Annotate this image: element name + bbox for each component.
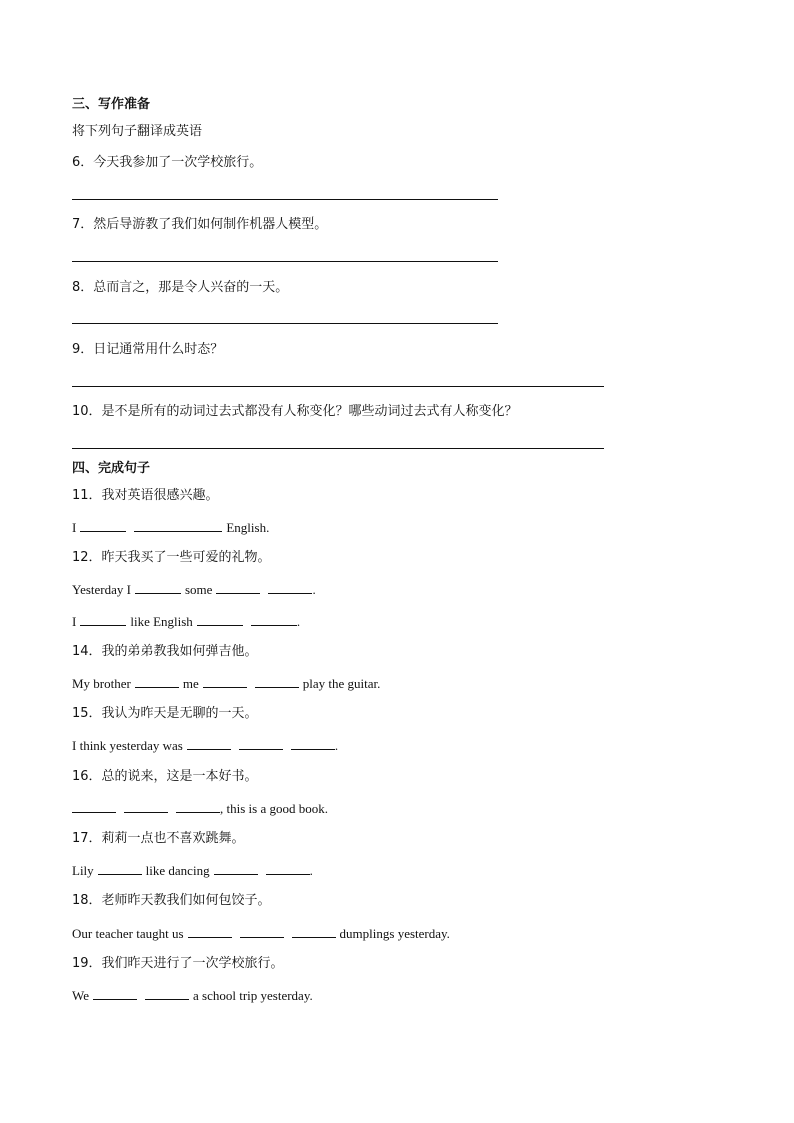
answer-text: . [309,863,313,878]
answer-row-11 [72,519,269,536]
answer-row-13 [72,613,300,630]
answer-line-9[interactable] [72,386,604,387]
answer-text: English. [226,520,270,535]
blank[interactable] [239,737,283,750]
answer-text: I [72,520,77,535]
answer-row-17 [72,862,313,879]
answer-text: Yesterday I [72,582,131,597]
answer-text: . [334,738,339,753]
answer-text: like English [130,614,193,629]
section-3-instruction: 将下列句子翻译成英语 [72,124,203,139]
answer-text: We [72,988,89,1003]
answer-text: me [182,676,199,691]
answer-text: . [296,614,301,629]
answer-text: I [72,614,77,629]
question-8: 8．总而言之，那是令人兴奋的一天。 [72,280,289,295]
blank[interactable] [145,987,189,1000]
blank[interactable] [80,613,126,626]
blank[interactable] [214,862,258,875]
answer-text: dumplings yesterday. [339,926,450,941]
answer-row-16 [72,800,328,817]
blank[interactable] [176,800,220,813]
answer-row-15 [72,737,338,754]
question-15: 15．我认为昨天是无聊的一天。 [72,706,258,721]
blank[interactable] [266,862,310,875]
blank[interactable] [72,800,116,813]
blank[interactable] [80,519,126,532]
blank[interactable] [255,675,299,688]
question-10: 10．是不是所有的动词过去式都没有人称变化？哪些动词过去式有人称变化？ [72,404,518,419]
blank[interactable] [98,862,142,875]
answer-line-7[interactable] [72,261,498,262]
answer-row-12 [72,581,316,598]
question-18: 18．老师昨天教我们如何包饺子。 [72,893,271,908]
blank[interactable] [187,737,231,750]
answer-line-6[interactable] [72,199,498,200]
blank[interactable] [251,613,297,626]
answer-text: My brother [72,676,131,691]
answer-text: a school trip yesterday. [193,988,313,1003]
answer-text: , this is a good book. [220,801,328,816]
blank[interactable] [93,987,137,1000]
question-17: 17．莉莉一点也不喜欢跳舞。 [72,831,245,846]
blank[interactable] [292,925,336,938]
question-9: 9．日记通常用什么时态？ [72,342,224,357]
answer-line-10[interactable] [72,448,604,449]
blank[interactable] [197,613,243,626]
question-12: 12．昨天我买了一些可爱的礼物。 [72,550,271,565]
blank[interactable] [188,925,232,938]
answer-text: like dancing [145,863,210,878]
blank[interactable] [124,800,168,813]
answer-text: some [184,582,213,597]
question-11: 11．我对英语很感兴趣。 [72,488,219,503]
answer-text: I think yesterday was [72,738,183,753]
answer-text: play the guitar. [302,676,381,691]
blank[interactable] [135,675,179,688]
question-14: 14．我的弟弟教我如何弹吉他。 [72,644,258,659]
answer-text: Lily [72,863,94,878]
blank[interactable] [203,675,247,688]
blank[interactable] [268,581,312,594]
blank[interactable] [216,581,260,594]
answer-row-18 [72,925,450,942]
answer-row-19 [72,987,313,1004]
section-3-title: 三、写作准备 [72,97,151,112]
answer-text: Our teacher taught us [72,926,184,941]
question-19: 19．我们昨天进行了一次学校旅行。 [72,956,284,971]
section-4-title: 四、完成句子 [72,461,151,476]
question-6: 6．今天我参加了一次学校旅行。 [72,155,263,170]
answer-line-8[interactable] [72,323,498,324]
answer-row-14 [72,675,380,692]
question-7: 7．然后导游教了我们如何制作机器人模型。 [72,217,328,232]
blank[interactable] [240,925,284,938]
blank[interactable] [291,737,335,750]
question-16: 16．总的说来，这是一本好书。 [72,769,258,784]
blank[interactable] [134,519,222,532]
answer-text: . [312,582,316,597]
blank[interactable] [135,581,181,594]
